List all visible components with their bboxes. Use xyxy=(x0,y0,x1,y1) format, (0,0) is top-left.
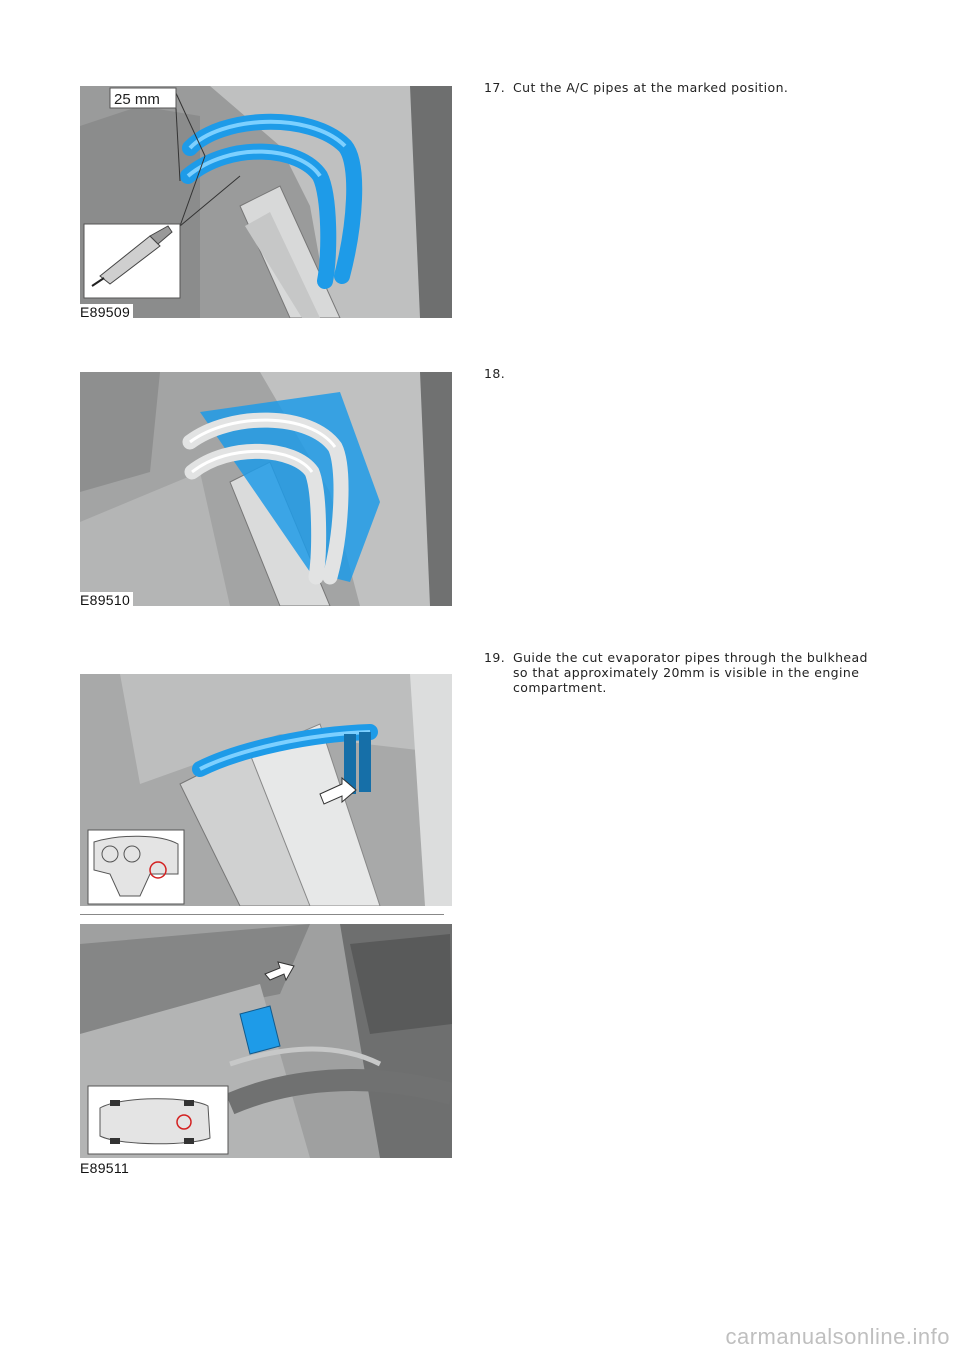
step-number: 17. xyxy=(484,80,506,95)
step-text: Guide the cut evaporator pipes through the bulkhead so that approximately 20mm is visible in the engine compartment. xyxy=(513,650,868,695)
figure-code-e89509: E89509 xyxy=(80,304,133,320)
figure-e89511-top xyxy=(80,674,452,906)
figure-code-e89510: E89510 xyxy=(80,592,133,608)
step-number: 18. xyxy=(484,366,506,381)
figure-e89511-bottom xyxy=(80,924,452,1158)
footer-watermark: carmanualsonline.info xyxy=(725,1324,950,1349)
dimension-callout: 25 mm xyxy=(114,91,160,108)
figure-divider xyxy=(80,914,444,915)
step-text: Cut the A/C pipes at the marked position. xyxy=(513,80,789,95)
step-number: 19. xyxy=(484,650,506,665)
figure-e89509 xyxy=(80,86,452,318)
figure-code-e89511: E89511 xyxy=(80,1160,132,1176)
figure-e89510 xyxy=(80,372,452,606)
